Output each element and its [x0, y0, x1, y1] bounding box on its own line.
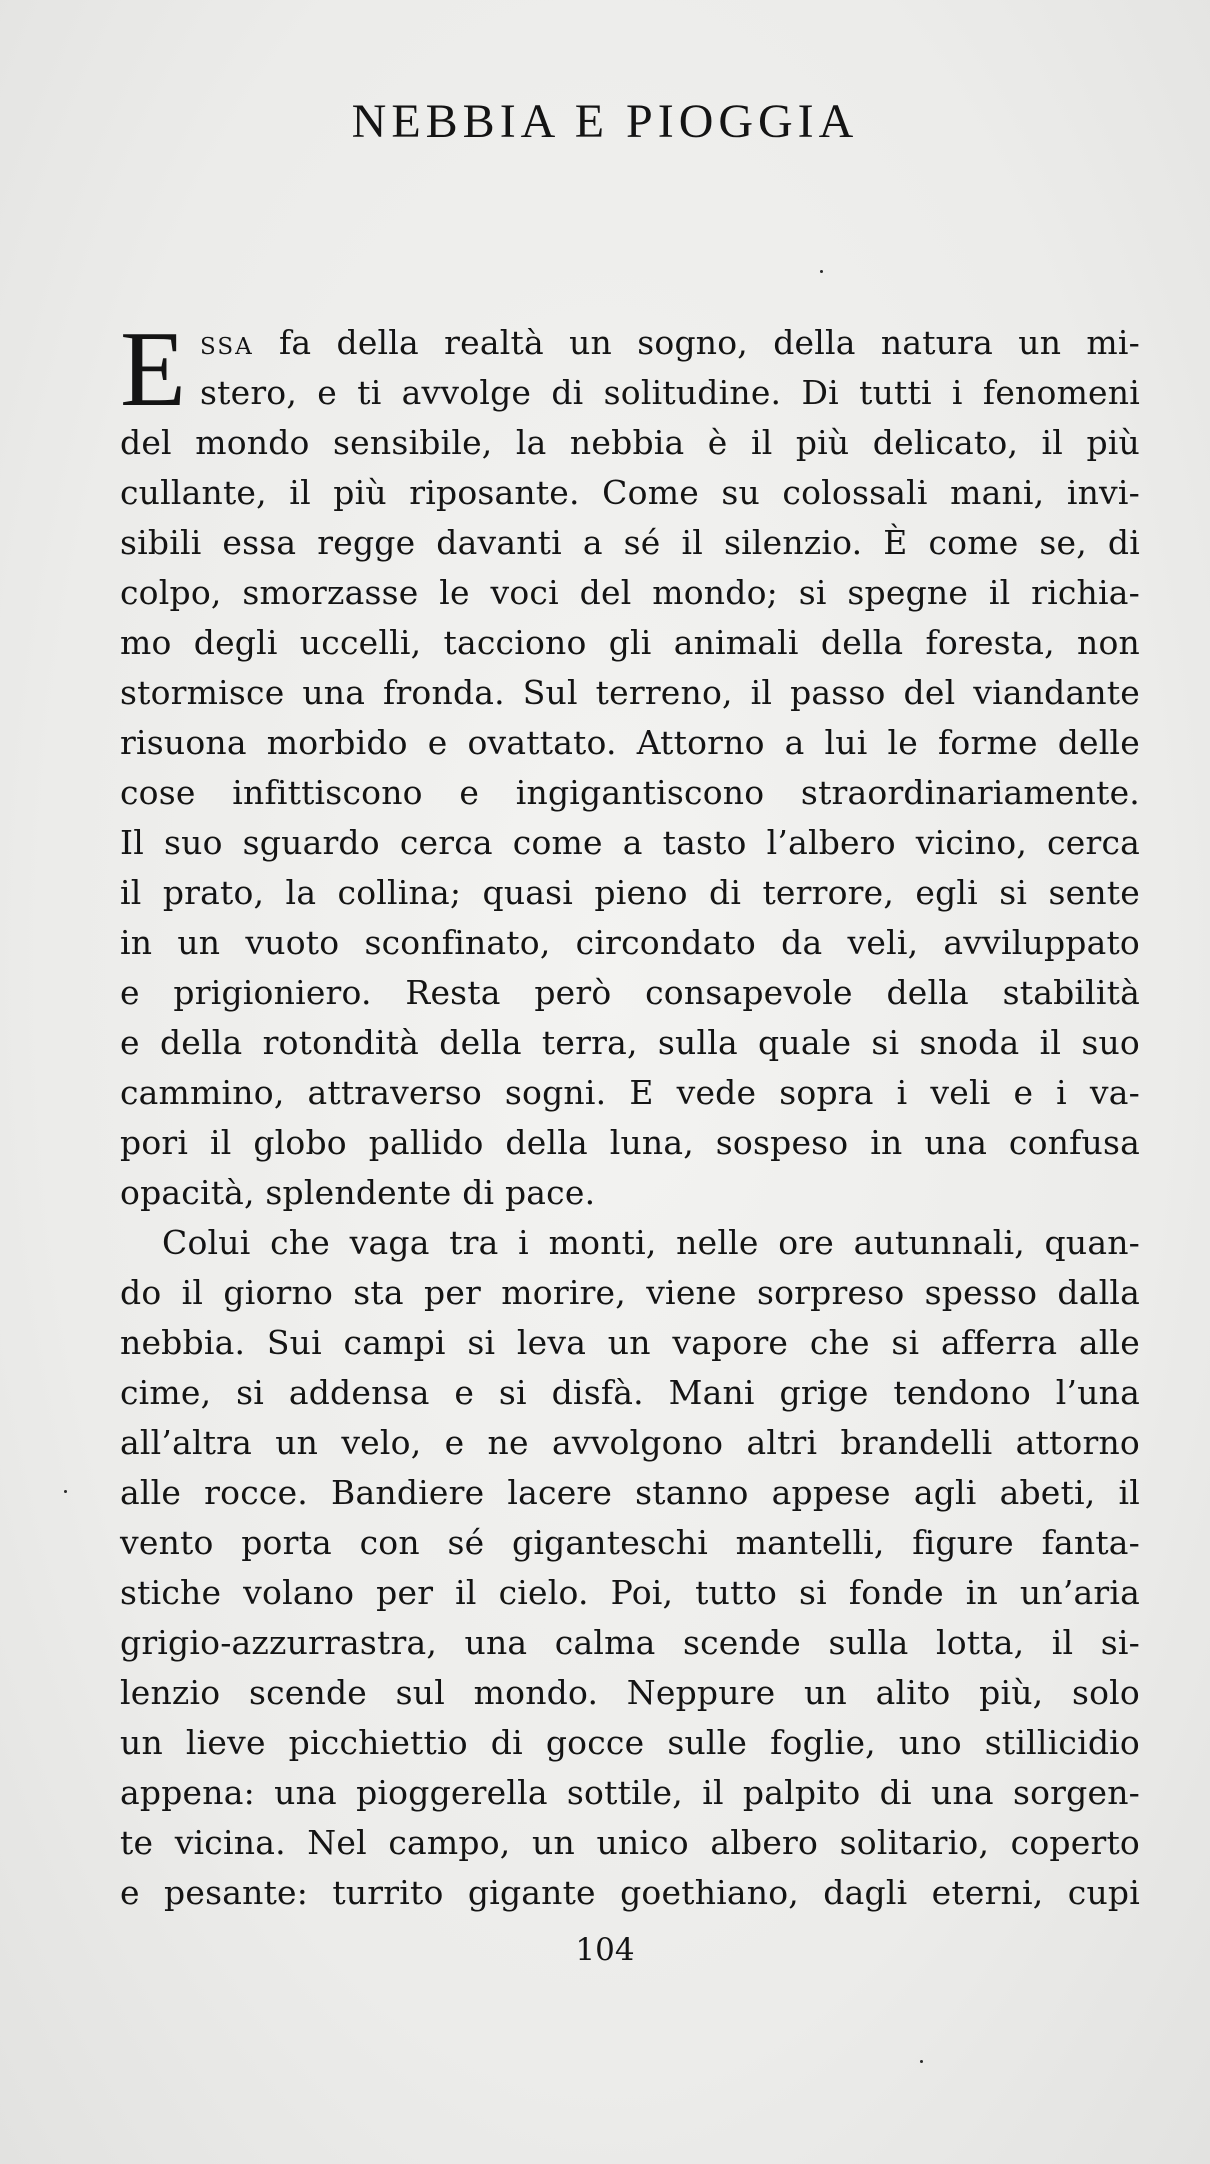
- first-line-text: fa della realtà un sogno, della natura un mi-: [253, 323, 1140, 362]
- text-line: e pesante: turrito gigante goethiano, dagli eterni, cupi: [120, 1873, 1140, 1912]
- text-line: Il suo sguardo cerca come a tasto l’albero vicino, cerca: [120, 823, 1140, 862]
- text-line: do il giorno sta per morire, viene sorpreso spesso dalla: [120, 1273, 1140, 1312]
- text-line: opacità, splendente di pace.: [120, 1173, 596, 1212]
- paper-speck: [920, 2060, 923, 2063]
- text-line: nebbia. Sui campi si leva un vapore che si afferra alle: [120, 1323, 1140, 1362]
- text-line: il prato, la collina; quasi pieno di terrore, egli si sente: [120, 873, 1140, 912]
- text-line: risuona morbido e ovattato. Attorno a lui le forme delle: [120, 723, 1140, 762]
- text-line: del mondo sensibile, la nebbia è il più delicato, il più: [120, 423, 1140, 462]
- text-line: cose infittiscono e ingigantiscono straordinariamente.: [120, 773, 1140, 812]
- text-line: e prigioniero. Resta però consapevole della stabilità: [120, 973, 1140, 1012]
- small-caps-opening: ssa: [200, 323, 254, 362]
- text-line: colpo, smorzasse le voci del mondo; si spegne il richia-: [120, 573, 1140, 612]
- text-line: in un vuoto sconfinato, circondato da veli, avviluppato: [120, 923, 1140, 962]
- text-line: sibili essa regge davanti a sé il silenzio. È come se, di: [120, 523, 1140, 562]
- text-line: e della rotondità della terra, sulla quale si snoda il suo: [120, 1023, 1140, 1062]
- text-line: appena: una pioggerella sottile, il palpito di una sorgen-: [120, 1773, 1140, 1812]
- text-line: cullante, il più riposante. Come su colossali mani, invi-: [120, 473, 1140, 512]
- text-line: cammino, attraverso sogni. E vede sopra i veli e i va-: [120, 1073, 1140, 1112]
- text-line: lenzio scende sul mondo. Neppure un alito più, solo: [120, 1673, 1140, 1712]
- page-number: 104: [575, 1932, 635, 1968]
- text-line: alle rocce. Bandiere lacere stanno appese agli abeti, il: [120, 1473, 1140, 1512]
- text-line: stormisce una fronda. Sul terreno, il passo del viandante: [120, 673, 1140, 712]
- text-line: cime, si addensa e si disfà. Mani grige tendono l’una: [120, 1373, 1140, 1412]
- text-line: un lieve picchiettio di gocce sulle foglie, uno stillicidio: [120, 1723, 1140, 1762]
- text-line: [200, 318, 1140, 368]
- paper-speck: [820, 270, 823, 273]
- text-line: all’altra un velo, e ne avvolgono altri brandelli attorno: [120, 1423, 1140, 1462]
- text-line: grigio-azzurrastra, una calma scende sulla lotta, il si-: [120, 1623, 1140, 1662]
- text-line: te vicina. Nel campo, un unico albero solitario, coperto: [120, 1823, 1140, 1862]
- text-line: vento porta con sé giganteschi mantelli, figure fanta-: [120, 1523, 1140, 1562]
- text-line: stiche volano per il cielo. Poi, tutto si fonde in un’aria: [120, 1573, 1140, 1612]
- drop-cap: E: [120, 310, 186, 429]
- text-line: pori il globo pallido della luna, sospeso in una confusa: [120, 1123, 1140, 1162]
- text-line: Colui che vaga tra i monti, nelle ore autunnali, quan-: [162, 1223, 1140, 1262]
- text-line: mo degli uccelli, tacciono gli animali della foresta, non: [120, 623, 1140, 662]
- text-line: stero, e ti avvolge di solitudine. Di tutti i fenomeni: [200, 373, 1140, 412]
- chapter-title: NEBBIA E PIOGGIA: [351, 95, 859, 148]
- paper-speck: [64, 1490, 67, 1493]
